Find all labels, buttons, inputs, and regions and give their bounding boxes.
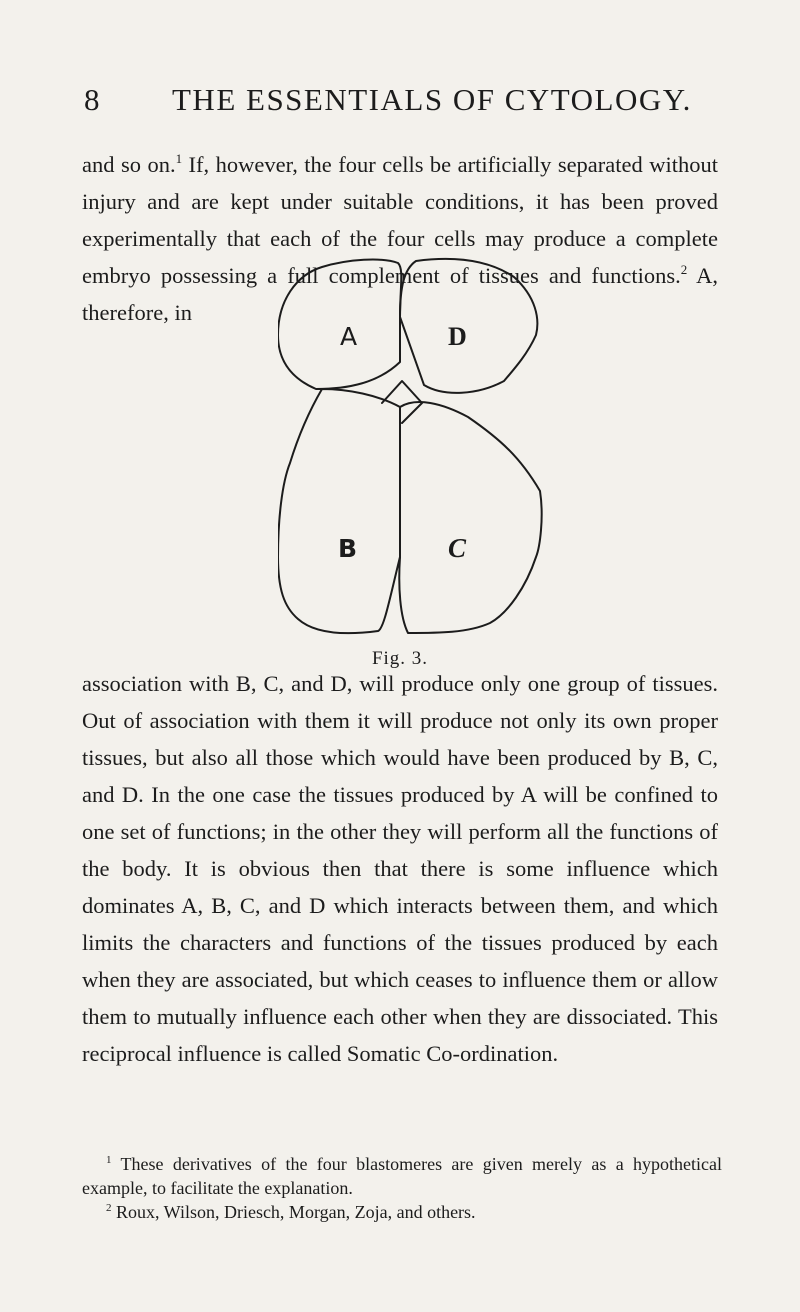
footnote-1 [82,1152,722,1200]
footnote-ref-1: 1 [175,151,183,166]
cell-label-b: B [338,534,358,563]
cell-label-a: A [340,322,358,351]
footnote-1-marker: 1 [106,1154,112,1166]
para1-text-c: A, therefore, in [82,263,718,325]
cell-d-outline [400,259,537,393]
cell-label-d: D [448,322,467,351]
cell-label-c: C [448,533,467,563]
paragraph-2: association with B, C, and D, will produce only one group of tissues. Out of association with them it will produce not only its own proper tissues, but also all those which would have been produced by B, C, and D. In the one case the tissues produced by A will be confined to one set of functions; in the other they will perform all the functions of the body. It is obvious then that there is some influence which dominates A, B, C, and D which interacts between them, and which limits the characters and functions of the tissues produced by each when they are associated, but which ceases to influence them or allow them to mutually influence each other when they are dissociated. This reciprocal influence is called Somatic Co-ordination. [82,671,718,1066]
page-number: 8 [84,82,100,117]
footnote-2-marker: 2 [106,1202,112,1214]
footnote-1-text: These derivatives of the four blastomeres are given merely as a hypothetical example, to facilitate the explanation. [82,1154,722,1198]
footnote-2 [82,1200,722,1224]
para1-text-b: If, however, the four cells be artificially separated without injury and are kept under suitable conditions, it has been proved experimentally that each of the four cells may produce a complete embryo possessing a full complement of tissues and functions. [82,152,718,288]
footnote-2-text: Roux, Wilson, Driesch, Morgan, Zoja, and others. [116,1202,476,1222]
cell-c-outline [399,402,541,633]
running-title: THE ESSENTIALS OF CYTOLOGY. [172,82,692,117]
para1-text-a: and so on. [82,152,176,177]
page-header [84,82,724,126]
four-cell-diagram [278,257,543,639]
figure-four-cells [278,257,543,639]
footnote-ref-2: 2 [680,262,688,277]
paragraph-bottom [82,665,718,1072]
cell-b-outline [278,389,400,633]
figure-caption: Fig. 3. [371,648,429,669]
footnotes [82,1152,722,1224]
